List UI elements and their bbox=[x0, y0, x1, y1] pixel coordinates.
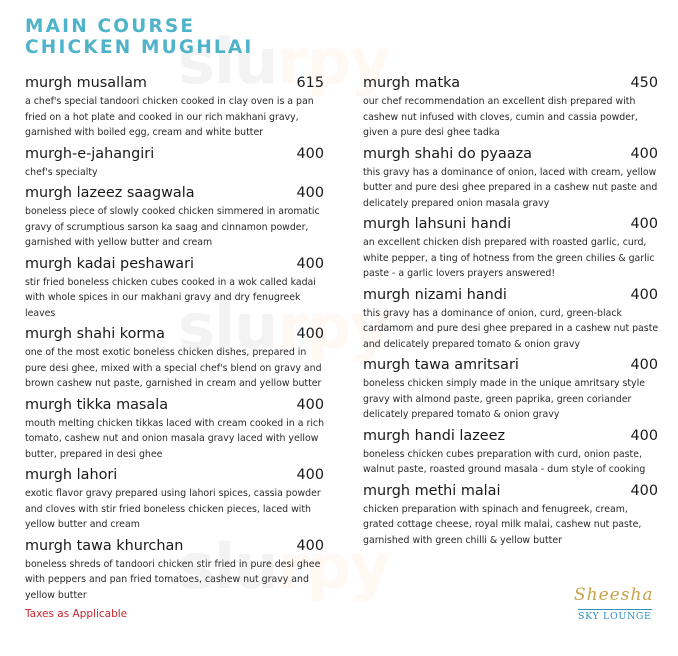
item-name: murgh musallam bbox=[25, 75, 147, 91]
item-description: boneless chicken simply made in the unique amritsary style gravy with almond paste, green paprika, green coriander delicately prepared tomato & onion gravy bbox=[363, 378, 645, 420]
item-price: 400 bbox=[296, 396, 324, 413]
item-description: chef's specialty bbox=[25, 166, 98, 178]
item-name: murgh shahi korma bbox=[25, 326, 165, 342]
menu-column-right bbox=[363, 73, 661, 551]
item-price: 400 bbox=[630, 482, 658, 499]
item-price: 400 bbox=[630, 357, 658, 373]
item-name: murgh matka bbox=[363, 75, 461, 91]
item-price: 400 bbox=[630, 145, 658, 162]
item-name: murgh lahori bbox=[25, 467, 118, 483]
menu-item bbox=[363, 144, 661, 212]
item-description: our chef recommendation an excellent dish prepared with cashew nut infused with cloves, cumin and cassia powder, given a pure desi ghee tadka bbox=[363, 96, 638, 138]
item-description: this gravy has a dominance of onion, laced with cream, yellow butter and pure desi ghee prepared in a cashew nut paste and delicately prepared onion masala gravy bbox=[363, 166, 658, 209]
taxes-note: Taxes as Applicable bbox=[25, 608, 128, 620]
menu-item bbox=[25, 324, 327, 392]
item-description: chicken preparation with spinach and fenugreek, cream, grated cottage cheese, royal milk malai, cashew nut paste, garnished with green chilli & yellow butter bbox=[363, 503, 642, 546]
header-line-chicken-mughlai: CHICKEN MUGHLAI bbox=[25, 37, 254, 58]
logo-subtitle: SKY LOUNGE bbox=[578, 611, 652, 622]
menu-item bbox=[363, 426, 661, 478]
item-name: murgh-e-jahangiri bbox=[25, 145, 155, 162]
menu-item bbox=[25, 183, 327, 251]
item-description: boneless piece of slowly cooked chicken simmered in aromatic gravy of scrumptious sarson ka saag and cinnamon powder, garnished with yellow butter and cream bbox=[25, 206, 320, 248]
item-description: boneless shreds of tandoori chicken stir fried in pure desi ghee with peppers and pan fried tomatoes, cashew nut gravy and yellow butter bbox=[25, 558, 321, 601]
menu-item bbox=[363, 73, 661, 141]
menu-item bbox=[25, 73, 327, 141]
item-price: 400 bbox=[296, 255, 324, 272]
item-description: a chef's special tandoori chicken cooked in clay oven is a pan fried on a hot plate and cooked in our rich makhani gravy, garnished with boiled egg, cream and white butter bbox=[25, 96, 314, 138]
menu-item bbox=[25, 465, 327, 533]
item-price: 400 bbox=[296, 145, 324, 162]
menu-item bbox=[25, 144, 327, 181]
menu-column-left bbox=[25, 73, 327, 606]
item-price: 615 bbox=[296, 75, 324, 91]
item-name: murgh tikka masala bbox=[25, 396, 169, 413]
item-description: boneless chicken cubes preparation with curd, onion paste, walnut paste, roasted ground masala - dum style of cooking bbox=[363, 448, 646, 475]
item-price: 400 bbox=[630, 216, 658, 232]
item-price: 400 bbox=[296, 326, 324, 342]
item-name: murgh nizami handi bbox=[363, 286, 507, 303]
item-name: murgh methi malai bbox=[363, 482, 501, 499]
item-price: 400 bbox=[296, 467, 324, 483]
logo-script-text: Sheesha bbox=[574, 585, 654, 605]
item-price: 400 bbox=[296, 537, 324, 554]
item-description: mouth melting chicken tikkas laced with cream cooked in a rich tomato, cashew nut and onion masala gravy laced with yellow butter, prepared in desi ghee bbox=[25, 417, 325, 460]
item-description: an excellent chicken dish prepared with roasted garlic, curd, white pepper, a ting of hotness from the green chilies & garlic paste - a garlic lovers prayers answered! bbox=[363, 237, 655, 279]
item-description: one of the most exotic boneless chicken dishes, prepared in pure desi ghee, mixed with a special chef's blend on gravy and brown cashew nut paste, garnished in cream and yellow butter bbox=[25, 347, 322, 389]
item-name: murgh handi lazeez bbox=[363, 427, 506, 444]
sheesha-sky-lounge-logo bbox=[574, 585, 664, 625]
item-description: exotic flavor gravy prepared using lahori spices, cassia powder and cloves with stir fried boneless chicken pieces, laced with yellow butter and cream bbox=[25, 488, 321, 530]
header-line-main-course: MAIN COURSE bbox=[25, 16, 196, 37]
item-price: 400 bbox=[296, 185, 324, 201]
menu-item bbox=[363, 285, 661, 353]
item-name: murgh lahsuni handi bbox=[363, 216, 512, 232]
item-description: this gravy has a dominance of onion, curd, green-black cardamom and pure desi ghee prepared in a cashew nut paste and delicately prepared tomato & onion gravy bbox=[363, 307, 659, 350]
menu-item bbox=[25, 254, 327, 322]
item-description: stir fried boneless chicken cubes cooked in a wok called kadai with whole spices in our makhani gravy and dry fenugreek leaves bbox=[25, 276, 316, 319]
item-price: 450 bbox=[630, 75, 658, 91]
item-name: murgh lazeez saagwala bbox=[25, 185, 195, 201]
item-price: 400 bbox=[630, 427, 658, 444]
item-price: 400 bbox=[630, 286, 658, 303]
item-name: murgh tawa khurchan bbox=[25, 537, 184, 554]
menu-item bbox=[363, 481, 661, 549]
item-name: murgh shahi do pyaaza bbox=[363, 145, 532, 162]
item-name: murgh kadai peshawari bbox=[25, 255, 194, 272]
menu-section-header bbox=[25, 16, 254, 58]
menu-item bbox=[25, 395, 327, 463]
menu-item bbox=[25, 536, 327, 604]
menu-item bbox=[363, 214, 661, 282]
menu-item bbox=[363, 355, 661, 423]
item-name: murgh tawa amritsari bbox=[363, 357, 519, 373]
